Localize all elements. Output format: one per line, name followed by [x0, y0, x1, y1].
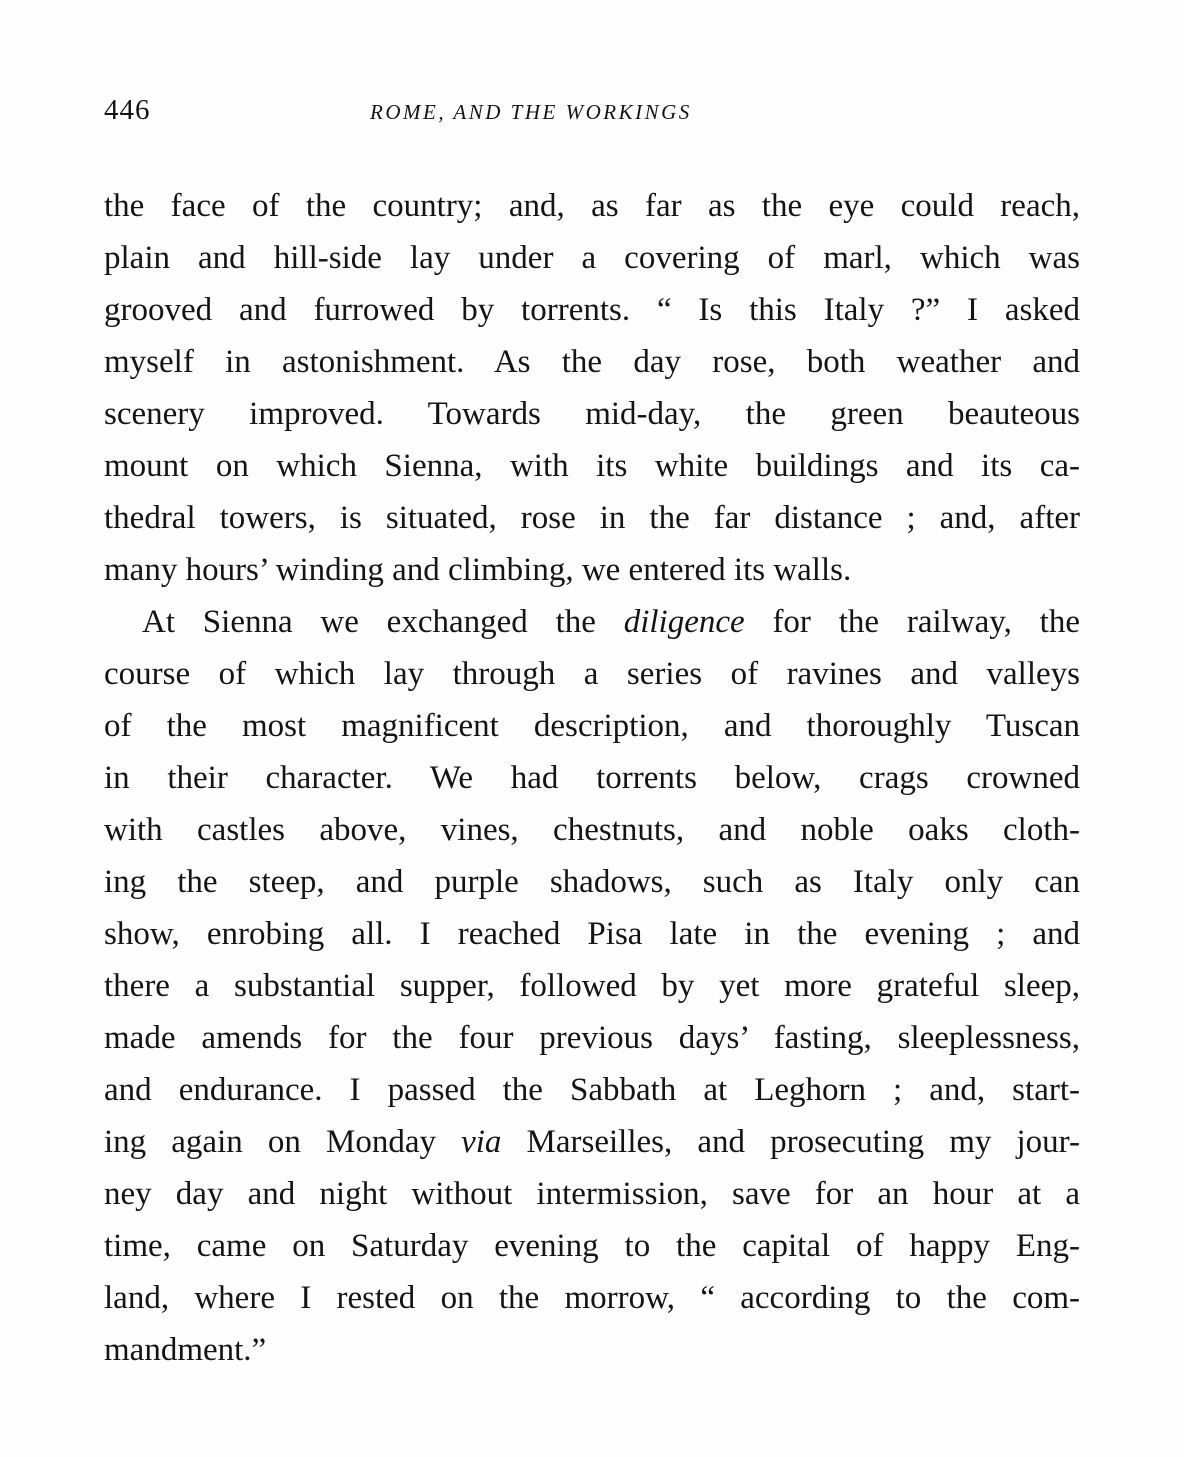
text-line: with castles above, vines, chestnuts, and noble oaks cloth-	[104, 812, 1080, 848]
text-line: thedral towers, is situated, rose in the far distance ; and, after	[104, 500, 1080, 536]
text-line: grooved and furrowed by torrents. “ Is this Italy ?” I asked	[104, 292, 1080, 328]
text-line: many hours’ winding and climbing, we entered its walls.	[104, 552, 852, 588]
text-line: ing the steep, and purple shadows, such as Italy only can	[104, 864, 1080, 900]
text-line: plain and hill-side lay under a covering of marl, which was	[104, 240, 1080, 276]
text-line	[104, 596, 1080, 648]
text-line: myself in astonishment. As the day rose, both weather and	[104, 344, 1080, 380]
text-line: mount on which Sienna, with its white buildings and its ca-	[104, 448, 1080, 484]
italic-word: diligence	[623, 604, 745, 640]
italic-word: via	[461, 1124, 502, 1160]
text-run: At Sienna we exchanged the	[142, 604, 624, 640]
text-line: in their character. We had torrents below, crags crowned	[104, 760, 1080, 796]
text-line: and endurance. I passed the Sabbath at Leghorn ; and, start-	[104, 1072, 1080, 1108]
running-title: ROME, AND THE WORKINGS	[370, 100, 692, 124]
text-line: of the most magnificent description, and thoroughly Tuscan	[104, 708, 1080, 744]
text-line: land, where I rested on the morrow, “ according to the com-	[104, 1280, 1080, 1316]
text-line: the face of the country; and, as far as the eye could reach,	[104, 188, 1080, 224]
text-line: there a substantial supper, followed by yet more grateful sleep,	[104, 968, 1080, 1004]
paragraph-2	[104, 596, 1080, 1376]
text-line: made amends for the four previous days’ fasting, sleeplessness,	[104, 1020, 1080, 1056]
text-line: mandment.”	[104, 1332, 267, 1368]
page-header	[104, 94, 1084, 134]
text-line: ney day and night without intermission, save for an hour at a	[104, 1176, 1080, 1212]
page-number: 446	[104, 94, 151, 126]
body-text	[104, 180, 1080, 1376]
text-line: course of which lay through a series of ravines and valleys	[104, 656, 1080, 692]
text-line: time, came on Saturday evening to the capital of happy Eng-	[104, 1228, 1080, 1264]
text-run: for the railway, the	[744, 604, 1080, 640]
text-run: Marseilles, and prosecuting my jour-	[501, 1124, 1080, 1160]
text-line: show, enrobing all. I reached Pisa late in the evening ; and	[104, 916, 1080, 952]
text-line	[104, 1116, 1080, 1168]
paragraph-1	[104, 180, 1080, 596]
text-run: ing again on Monday	[104, 1124, 462, 1160]
text-line: scenery improved. Towards mid-day, the green beauteous	[104, 396, 1080, 432]
